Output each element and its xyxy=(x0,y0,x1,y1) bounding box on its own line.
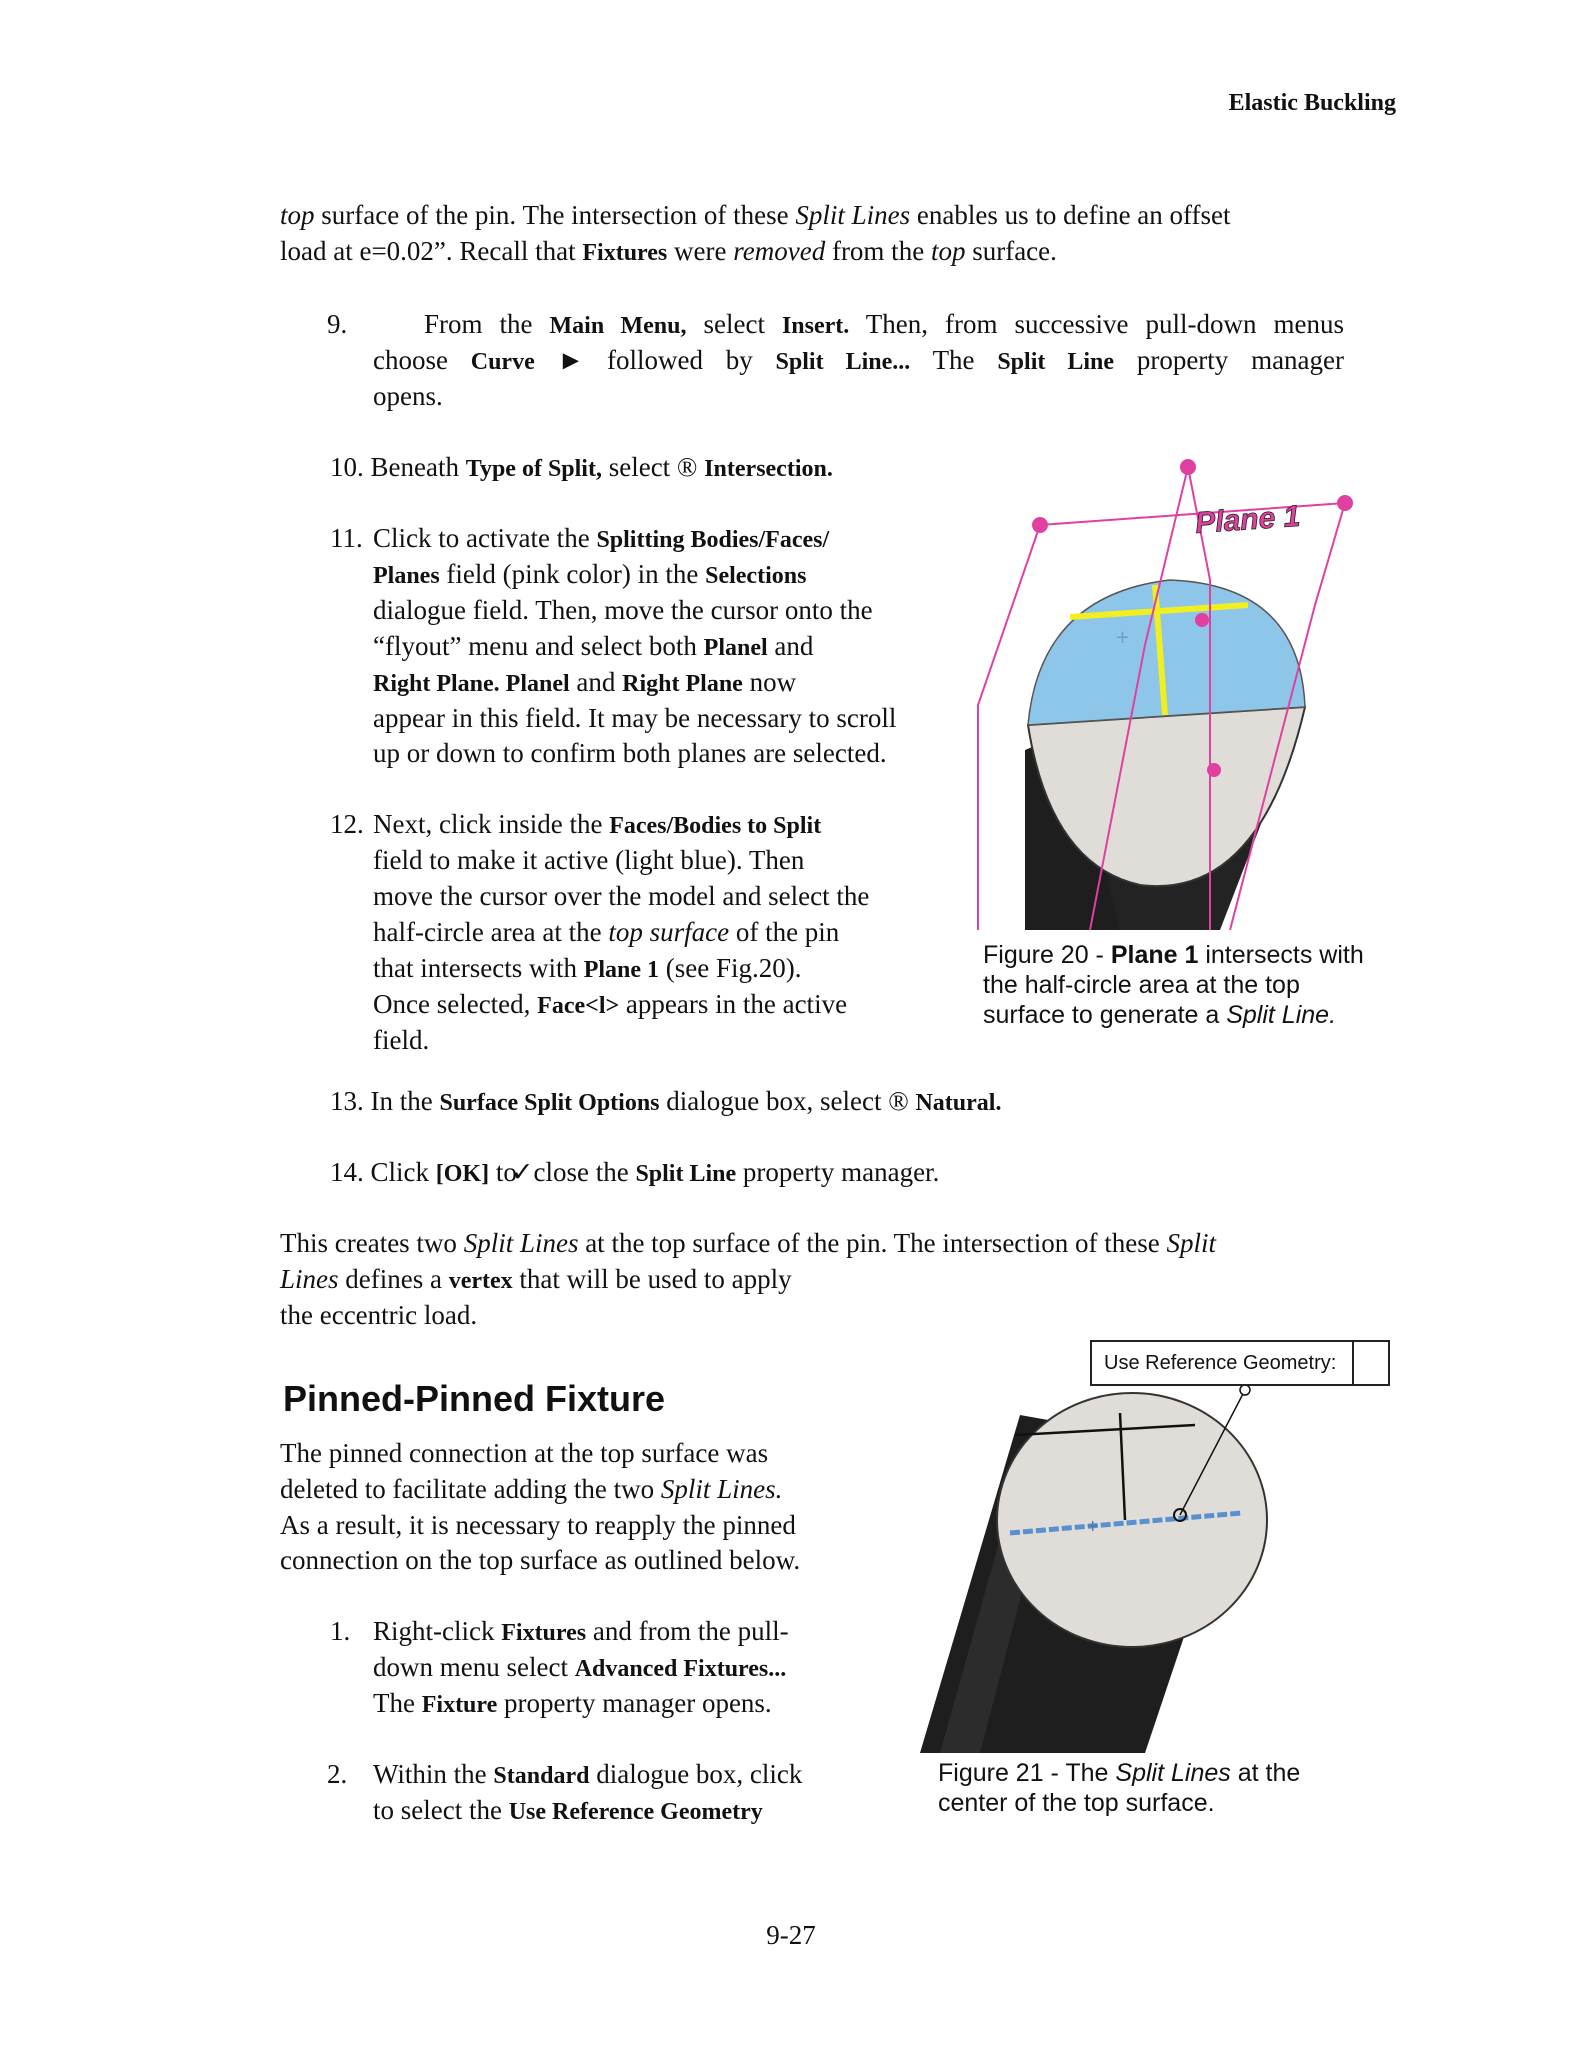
page-number: 9-27 xyxy=(766,1920,816,1950)
figure-21-illustration xyxy=(920,1335,1400,1755)
plane-label: Plane 1 xyxy=(1194,499,1302,540)
summary-line-3: the eccentric load. xyxy=(280,1300,478,1330)
figure-20-caption-line-1: Figure 20 - Plane 1 intersects with xyxy=(983,941,1364,969)
step-11-line-2: Planes field (pink color) in the Selections xyxy=(373,559,807,589)
step-11-line-6: appear in this field. It may be necessary to scroll xyxy=(373,703,897,733)
section-p-line-3: As a result, it is necessary to reapply the pinned xyxy=(280,1510,796,1540)
fixture-step-2-number: 2. xyxy=(327,1759,348,1789)
fixture-step-1-line-1: Right-click Fixtures and from the pull- xyxy=(373,1616,789,1646)
figure-21-caption-line-1: Figure 21 - The Split Lines at the xyxy=(938,1759,1301,1787)
step-11-line-3: dialogue field. Then, move the cursor onto the xyxy=(373,595,873,625)
step-12-number: 12. xyxy=(330,809,364,839)
step-11-line-1: Click to activate the Splitting Bodies/Faces/ xyxy=(373,523,830,553)
box-divider xyxy=(1352,1342,1354,1384)
step-11-line-4: “flyout” menu and select both Planel and xyxy=(373,631,814,661)
section-p-line-1: The pinned connection at the top surface was xyxy=(280,1438,769,1468)
figure-21-caption-line-2: center of the top surface. xyxy=(938,1789,1215,1817)
fixture-step-2-line-2: to select the Use Reference Geometry xyxy=(373,1795,763,1825)
origin-marker: + xyxy=(1086,1516,1100,1535)
step-9-line-2: choose Curve ► followed by Split Line... The Split Line property manager xyxy=(373,345,1345,375)
step-11-number: 11. xyxy=(330,523,363,553)
step-12-line-2: field to make it active (light blue). Then xyxy=(373,845,805,875)
use-reference-geometry-box xyxy=(1090,1340,1390,1386)
ok-checkmark-icon: ✓ xyxy=(510,1157,534,1187)
summary-line-2: Lines defines a vertex that will be used to apply xyxy=(280,1264,792,1294)
fixture-step-2-line-1: Within the Standard dialogue box, click xyxy=(373,1759,803,1789)
step-12-line-5: that intersects with Plane 1 (see Fig.20). xyxy=(373,953,802,983)
section-p-line-2: deleted to facilitate adding the two Split Lines. xyxy=(280,1474,783,1504)
step-9-number: 9. xyxy=(327,309,348,339)
step-14: 14. Click [OK] to✓close the Split Line property manager. xyxy=(330,1157,940,1187)
summary-line-1: This creates two Split Lines at the top surface of the pin. The intersection of these Split xyxy=(280,1228,1217,1258)
fixture-step-1-line-2: down menu select Advanced Fixtures... xyxy=(373,1652,787,1682)
figure-20-illustration xyxy=(970,445,1370,930)
figure-20-caption-line-2: the half-circle area at the top xyxy=(983,971,1300,999)
step-9-line-3: opens. xyxy=(373,381,443,411)
figure-20-caption-line-3: surface to generate a Split Line. xyxy=(983,1001,1337,1029)
intro-line-2: load at e=0.02”. Recall that Fixtures were removed from the top surface. xyxy=(280,236,1057,266)
intro-line-1: top surface of the pin. The intersection of these Split Lines enables us to define an offset xyxy=(280,200,1231,230)
use-reference-geometry-label: Use Reference Geometry: xyxy=(1104,1352,1337,1374)
origin-marker: + xyxy=(1115,627,1131,648)
step-11-line-7: up or down to confirm both planes are selected. xyxy=(373,738,887,768)
step-13: 13. In the Surface Split Options dialogue box, select ® Natural. xyxy=(330,1086,1002,1116)
leader-anchor xyxy=(1240,1385,1250,1395)
step-12-line-7: field. xyxy=(373,1025,430,1055)
step-12-line-4: half-circle area at the top surface of the pin xyxy=(373,917,840,947)
running-header: Elastic Buckling xyxy=(1228,90,1396,116)
step-11-line-5: Right Plane. Planel and Right Plane now xyxy=(373,667,797,697)
fixture-step-1-line-3: The Fixture property manager opens. xyxy=(373,1688,772,1718)
step-12-line-6: Once selected, Face<l> appears in the active xyxy=(373,989,848,1019)
step-9-line-1: From the Main Menu, select Insert. Then, from successive pull-down menus xyxy=(424,309,1345,339)
section-p-line-4: connection on the top surface as outlined below. xyxy=(280,1545,801,1575)
step-12-line-3: move the cursor over the model and select the xyxy=(373,881,870,911)
fixture-step-1-number: 1. xyxy=(330,1616,351,1646)
section-heading: Pinned-Pinned Fixture xyxy=(283,1378,666,1419)
step-12-line-1: Next, click inside the Faces/Bodies to Split xyxy=(373,809,822,839)
step-10: 10. Beneath Type of Split, select ® Intersection. xyxy=(330,452,833,482)
